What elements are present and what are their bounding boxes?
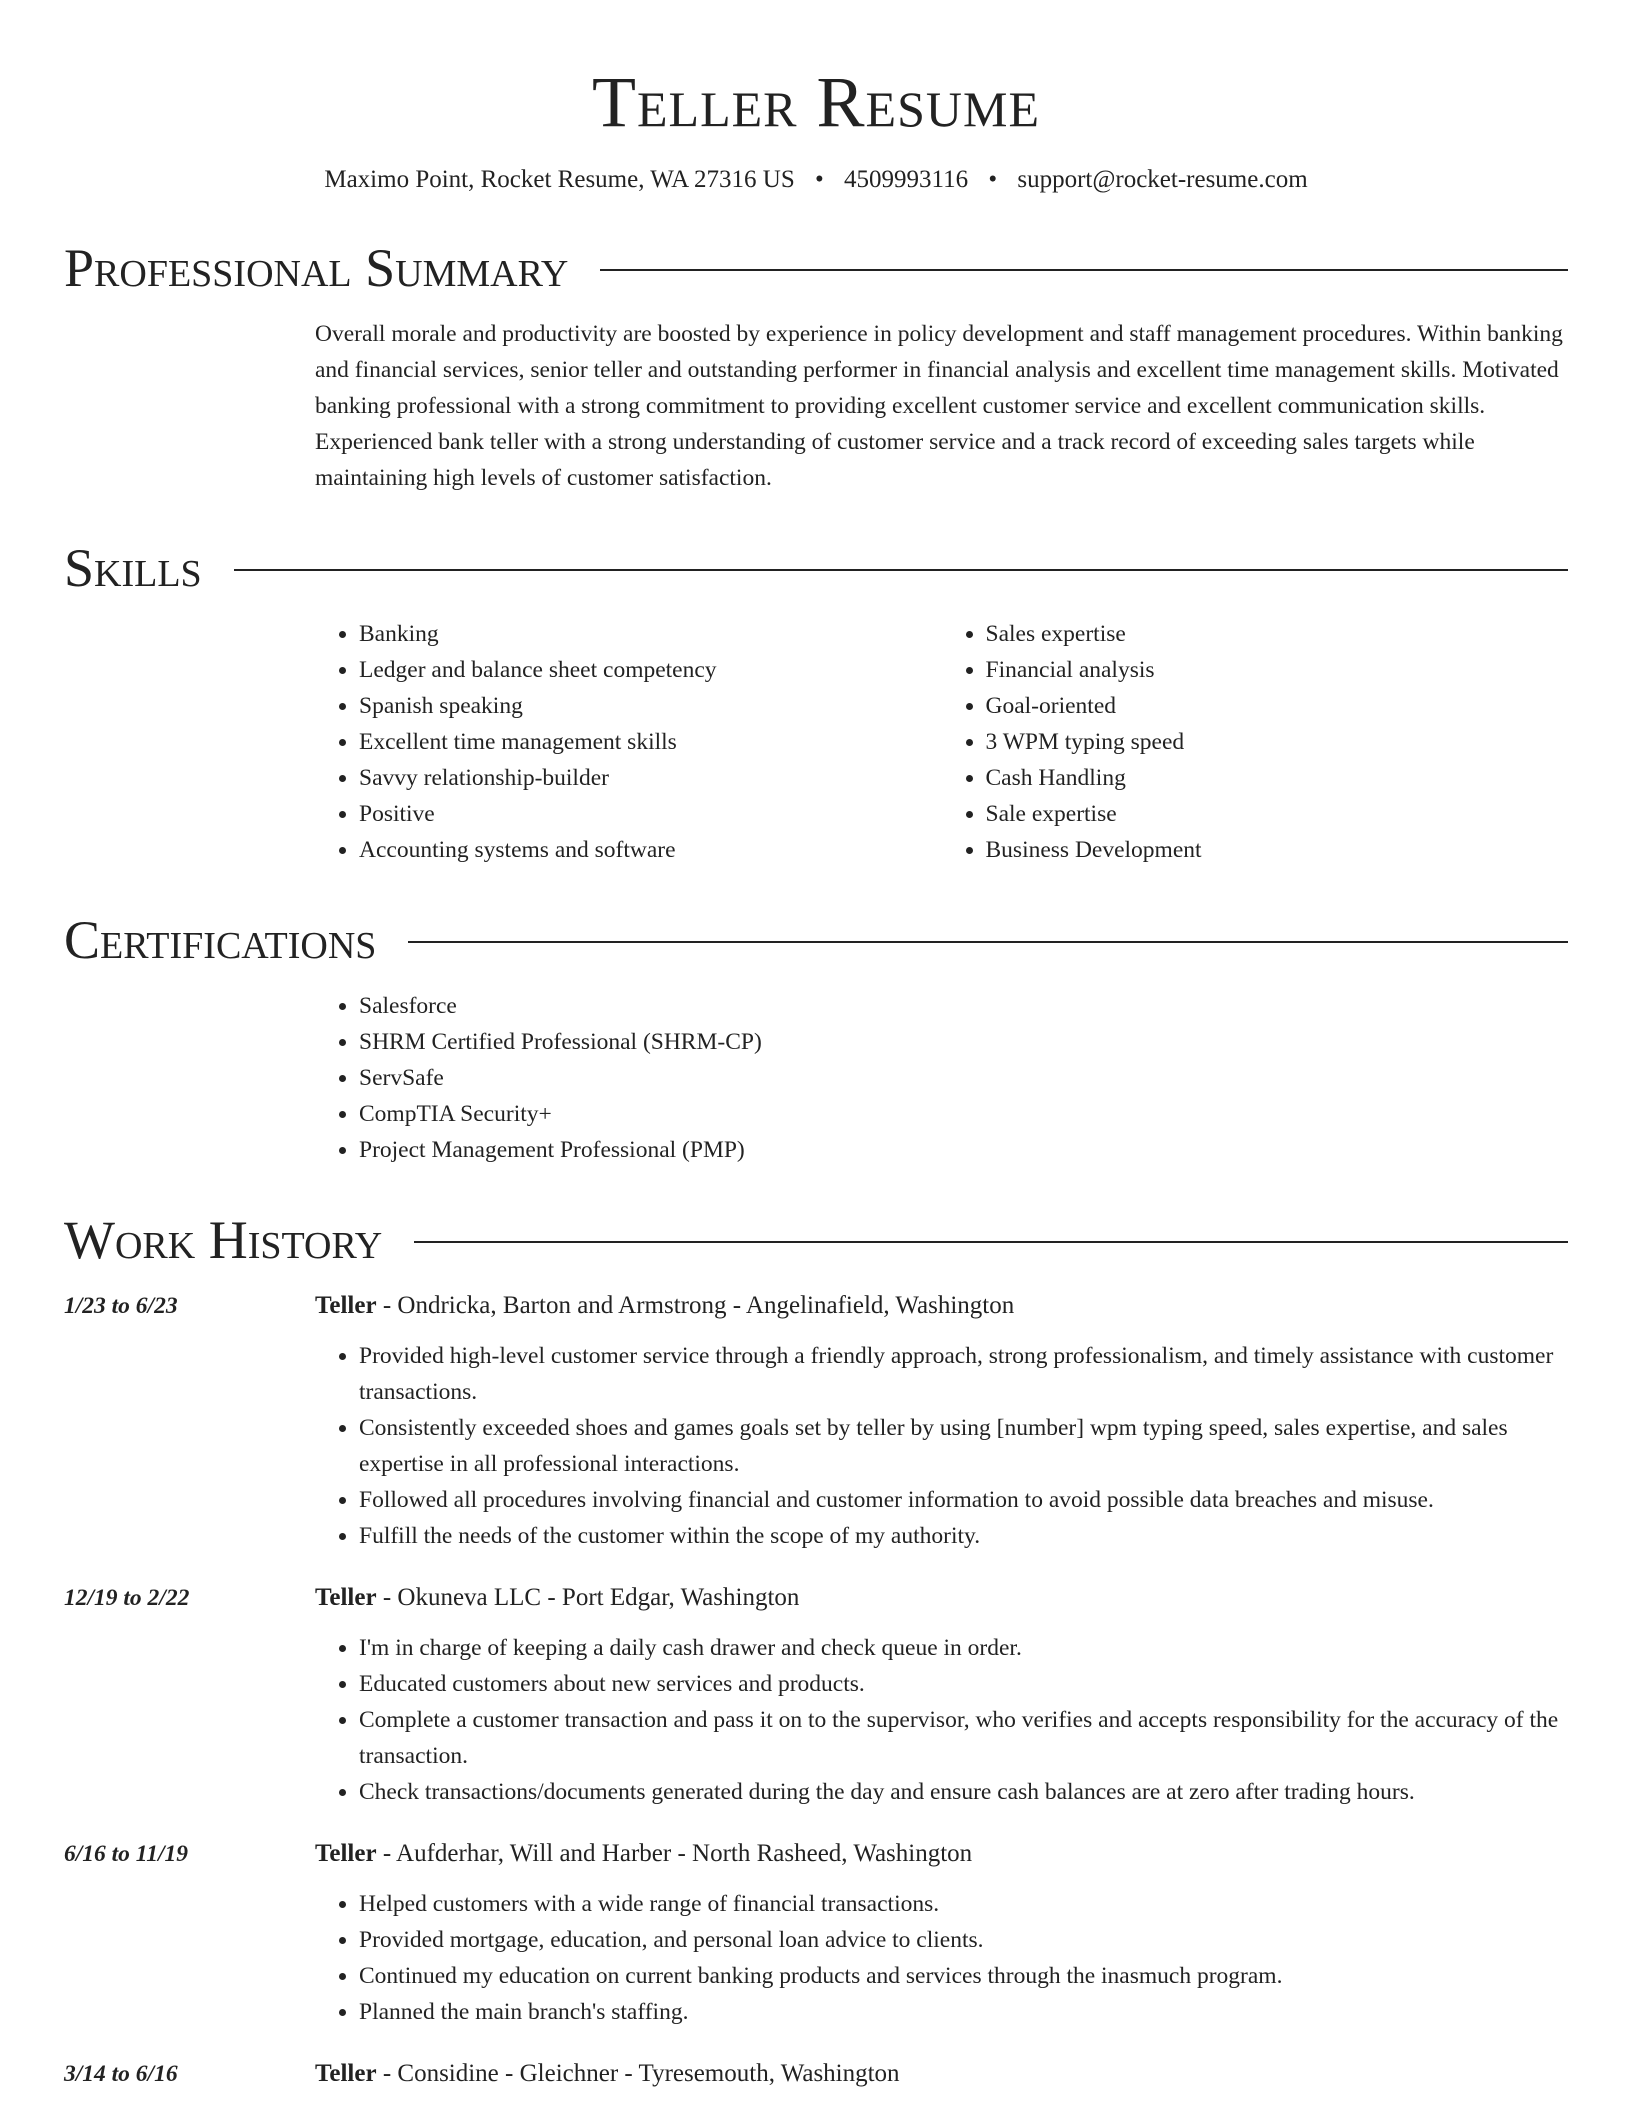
job-title: Teller <box>315 1584 377 1611</box>
job-body <box>315 1288 1568 1554</box>
certifications-heading: Certifications <box>64 910 377 970</box>
skill-item: • 3 WPM typing speed <box>986 724 1569 760</box>
skill-item: • Positive <box>359 796 942 832</box>
job-body <box>315 1580 1568 1810</box>
skill-item: • Sales expertise <box>986 616 1569 652</box>
job-body <box>315 2056 1568 2092</box>
skill-item: • Banking <box>359 616 942 652</box>
job-bullet: • Provided mortgage, education, and personal loan advice to clients. <box>359 1922 1568 1958</box>
job-entry <box>64 2056 1568 2092</box>
job-header <box>315 1288 1568 1324</box>
section-divider <box>600 269 1568 271</box>
contact-phone: 4509993116 <box>844 166 969 193</box>
contact-email: support@rocket-resume.com <box>1017 166 1308 193</box>
job-header <box>315 1580 1568 1616</box>
contact-address: Maximo Point, Rocket Resume, WA 27316 US <box>324 166 795 193</box>
skill-item: • Excellent time management skills <box>359 724 942 760</box>
job-header <box>315 1836 1568 1872</box>
certification-item: • SHRM Certified Professional (SHRM-CP) <box>359 1024 1568 1060</box>
skill-item: • Savvy relationship-builder <box>359 760 942 796</box>
contact-separator: • <box>988 166 998 193</box>
certification-item: • Salesforce <box>359 988 1568 1024</box>
skills-heading: Skills <box>64 538 202 598</box>
skill-item: • Sale expertise <box>986 796 1569 832</box>
job-header <box>315 2056 1568 2092</box>
job-entry <box>64 1288 1568 1554</box>
summary-text: Overall morale and productivity are boosted by experience in policy development and staff management procedures. Within banking and financial services, senior teller and outstanding performer in financial analysis and excellent time management skills. Motivated banking professional with a strong commitment to providing excellent customer service and excellent communication skills. Experienced bank teller with a strong understanding of customer service and a track record of exceeding sales targets while maintaining high levels of customer satisfaction. <box>315 321 1563 491</box>
skill-item: • Spanish speaking <box>359 688 942 724</box>
skills-list-left <box>315 616 942 868</box>
job-details: - Ondricka, Barton and Armstrong - Angelinafield, Washington <box>376 1292 1015 1319</box>
job-title: Teller <box>315 1292 377 1319</box>
summary-section-header <box>64 240 1568 296</box>
skill-item: • Goal-oriented <box>986 688 1569 724</box>
job-details: - Considine - Gleichner - Tyresemouth, Washington <box>376 2060 900 2087</box>
section-divider <box>234 569 1568 571</box>
job-bullet: • Provided high-level customer service through a friendly approach, strong professionalism, and timely assistance with customer transactions. <box>359 1338 1568 1410</box>
job-bullet: • Helped customers with a wide range of financial transactions. <box>359 1886 1568 1922</box>
job-bullet: • Check transactions/documents generated during the day and ensure cash balances are at zero after trading hours. <box>359 1774 1568 1810</box>
job-bullets <box>315 1630 1568 1810</box>
job-entry <box>64 1836 1568 2030</box>
job-dates: 12/19 to 2/22 <box>64 1585 190 1611</box>
skill-item: • Ledger and balance sheet competency <box>359 652 942 688</box>
skills-list-right <box>942 616 1569 868</box>
work-heading: Work History <box>64 1210 383 1270</box>
certifications-block <box>315 988 1568 1168</box>
summary-heading: Professional Summary <box>64 238 569 298</box>
section-divider <box>414 1241 1568 1243</box>
resume-title: Teller Resume <box>592 62 1040 142</box>
skills-grid <box>315 616 1568 868</box>
job-details: - Aufderhar, Will and Harber - North Rasheed, Washington <box>376 1840 973 1867</box>
job-bullet: • Followed all procedures involving financial and customer information to avoid possible data breaches and misuse. <box>359 1482 1568 1518</box>
certification-item: • CompTIA Security+ <box>359 1096 1568 1132</box>
contact-line <box>64 164 1568 196</box>
job-body <box>315 1836 1568 2030</box>
section-divider <box>408 941 1568 943</box>
certification-item: • Project Management Professional (PMP) <box>359 1132 1568 1168</box>
skill-item: • Cash Handling <box>986 760 1569 796</box>
job-dates: 1/23 to 6/23 <box>64 1293 178 1319</box>
job-details: - Okuneva LLC - Port Edgar, Washington <box>376 1584 800 1611</box>
job-bullet: • Educated customers about new services and products. <box>359 1666 1568 1702</box>
job-title: Teller <box>315 2060 377 2087</box>
job-bullet: • Complete a customer transaction and pass it on to the supervisor, who verifies and accepts responsibility for the accuracy of the transaction. <box>359 1702 1568 1774</box>
job-bullets <box>315 1886 1568 2030</box>
job-bullet: • Fulfill the needs of the customer within the scope of my authority. <box>359 1518 1568 1554</box>
job-bullet: • I'm in charge of keeping a daily cash drawer and check queue in order. <box>359 1630 1568 1666</box>
job-bullets <box>315 1338 1568 1554</box>
skills-section-header <box>64 540 1568 596</box>
job-bullet: • Consistently exceeded shoes and games goals set by teller by using [number] wpm typing speed, sales expertise, and sales expertise in all professional interactions. <box>359 1410 1568 1482</box>
resume-page <box>64 0 1568 2092</box>
work-history <box>64 1288 1568 2092</box>
contact-separator: • <box>814 166 824 193</box>
work-section-header <box>64 1212 1568 1268</box>
job-bullet: • Planned the main branch's staffing. <box>359 1994 1568 2030</box>
skill-item: • Financial analysis <box>986 652 1569 688</box>
job-dates: 6/16 to 11/19 <box>64 1841 189 1867</box>
job-dates: 3/14 to 6/16 <box>64 2061 178 2087</box>
skill-item: • Accounting systems and software <box>359 832 942 868</box>
certifications-section-header <box>64 912 1568 968</box>
certifications-list <box>315 988 1568 1168</box>
skill-item: • Business Development <box>986 832 1569 868</box>
job-bullet: • Continued my education on current banking products and services through the inasmuch program. <box>359 1958 1568 1994</box>
certification-item: • ServSafe <box>359 1060 1568 1096</box>
job-title: Teller <box>315 1840 377 1867</box>
job-entry <box>64 1580 1568 1810</box>
